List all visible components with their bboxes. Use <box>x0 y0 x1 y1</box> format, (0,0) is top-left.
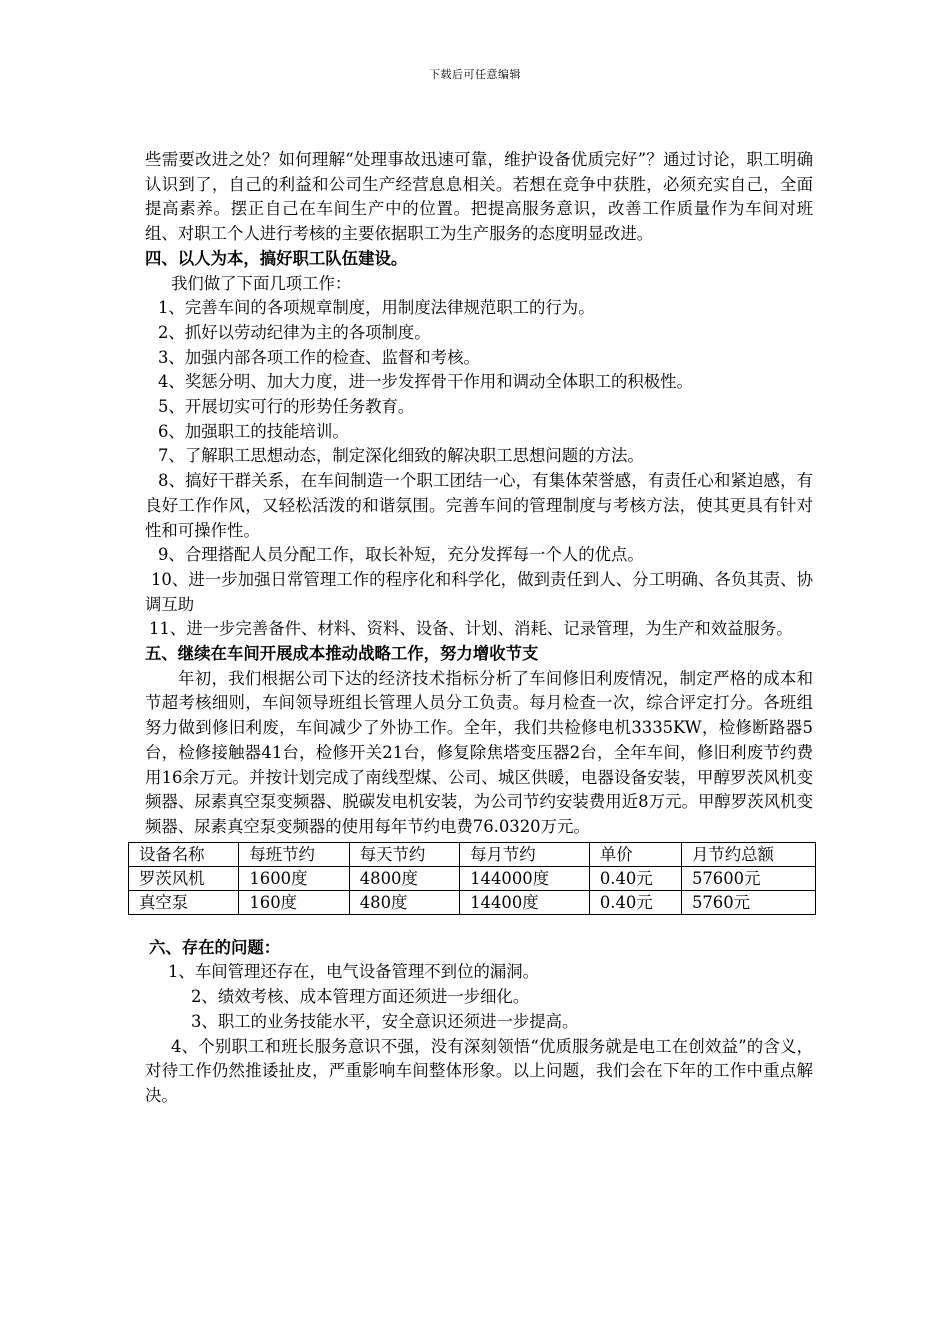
list-item: 10、进一步加强日常管理工作的程序化和科学化，做到责任到人、分工明确、各负其责、协调互助 <box>145 569 813 614</box>
savings-table <box>128 842 816 915</box>
table-cell: 4800度 <box>349 866 459 890</box>
table-row <box>129 866 816 890</box>
section-4-lead: 我们做了下面几项工作： <box>171 273 352 293</box>
table-header-cell: 设备名称 <box>129 842 239 866</box>
table-cell: 5760元 <box>681 890 815 914</box>
list-item: 1、完善车间的各项规章制度，用制度法律规范职工的行为。 <box>158 298 595 318</box>
document-body <box>139 148 813 1109</box>
list-item: 4、奖惩分明、加大力度，进一步发挥骨干作用和调动全体职工的积极性。 <box>158 372 693 392</box>
list-item: 1、车间管理还存在，电气设备管理不到位的漏洞。 <box>168 962 540 982</box>
table-cell: 罗茨风机 <box>129 866 239 890</box>
table-header-cell: 每班节约 <box>239 842 349 866</box>
table-header-cell: 每天节约 <box>349 842 459 866</box>
table-header-row <box>129 842 816 866</box>
section-5-body: 年初，我们根据公司下达的经济技术指标分析了车间修旧利废情况，制定严格的成本和节超考核细则，车间领导班组长管理人员分工负责。每月检查一次，综合评定打分。各班组努力做到修旧利废，车间减少了外协工作。全年，我们共检修电机3335KW，检修断路器5台，检修接触器41台，检修开关21台，修复除焦塔变压器2台，全年车间，修旧利废节约费用16余万元。并按计划完成了南线型煤、公司、城区供暖，电器设备安装，甲醇罗茨风机变频器、尿素真空泵变频器、脱碳发电机安装，为公司节约安装费用近8万元。甲醇罗茨风机变频器、尿素真空泵变频器的使用每年节约电费76.0320万元。 <box>145 668 813 836</box>
table-cell: 160度 <box>239 890 349 914</box>
intro-paragraph: 些需要改进之处？如何理解“处理事故迅速可靠，维护设备优质完好”？通过讨论，职工明确认识到了，自己的利益和公司生产经营息息相关。若想在竞争中获胜，必须充实自己，全面提高素养。摆正自己在车间生产中的位置。把提高服务意识，改善工作质量作为车间对班组、对职工个人进行考核的主要依据职工为生产服务的态度明显改进。 <box>145 150 813 244</box>
list-item: 5、开展切实可行的形势任务教育。 <box>158 397 415 417</box>
table-cell: 480度 <box>349 890 459 914</box>
list-item: 6、加强职工的技能培训。 <box>158 421 349 441</box>
table-cell: 0.40元 <box>589 866 681 890</box>
table-cell: 57600元 <box>681 866 815 890</box>
table-cell: 144000度 <box>460 866 590 890</box>
table-cell: 真空泵 <box>129 890 239 914</box>
table-header-cell: 单价 <box>589 842 681 866</box>
table-cell: 1600度 <box>239 866 349 890</box>
spacer <box>145 915 813 936</box>
table-header-cell: 月节约总额 <box>681 842 815 866</box>
page-header-watermark: 下载后可任意编辑 <box>429 68 521 81</box>
table-cell: 14400度 <box>460 890 590 914</box>
section-4-heading: 四、以人为本，搞好职工队伍建设。 <box>145 248 408 268</box>
list-item: 2、抓好以劳动纪律为主的各项制度。 <box>158 322 431 342</box>
list-item: 3、加强内部各项工作的检查、监督和考核。 <box>158 347 480 367</box>
section-6-heading: 六、存在的问题： <box>149 937 281 957</box>
table-row <box>129 890 816 914</box>
list-item: 7、了解职工思想动态，制定深化细致的解决职工思想问题的方法。 <box>158 446 644 466</box>
list-item: 2、绩效考核、成本管理方面还须进一步细化。 <box>191 987 530 1007</box>
list-item: 11、进一步完善备件、材料、资料、设备、计划、消耗、记录管理，为生产和效益服务。 <box>149 619 793 639</box>
list-item: 8、搞好干群关系，在车间制造一个职工团结一心，有集体荣誉感，有责任心和紧迫感，有良好工作作风，又轻松活泼的和谐氛围。完善车间的管理制度与考核方法，使其更具有针对性和可操作性。 <box>145 471 813 540</box>
table-cell: 0.40元 <box>589 890 681 914</box>
section-5-heading: 五、继续在车间开展成本推动战略工作，努力增收节支 <box>145 644 539 664</box>
list-item: 4、个别职工和班长服务意识不强，没有深刻领悟“优质服务就是电工在创效益”的含义，对待工作仍然推诿扯皮，严重影响车间整体形象。以上问题，我们会在下年的工作中重点解决。 <box>145 1036 813 1105</box>
list-item: 3、职工的业务技能水平，安全意识还须进一步提高。 <box>191 1011 579 1031</box>
list-item: 9、合理搭配人员分配工作，取长补短，充分发挥每一个人的优点。 <box>158 545 644 565</box>
table-header-cell: 每月节约 <box>460 842 590 866</box>
